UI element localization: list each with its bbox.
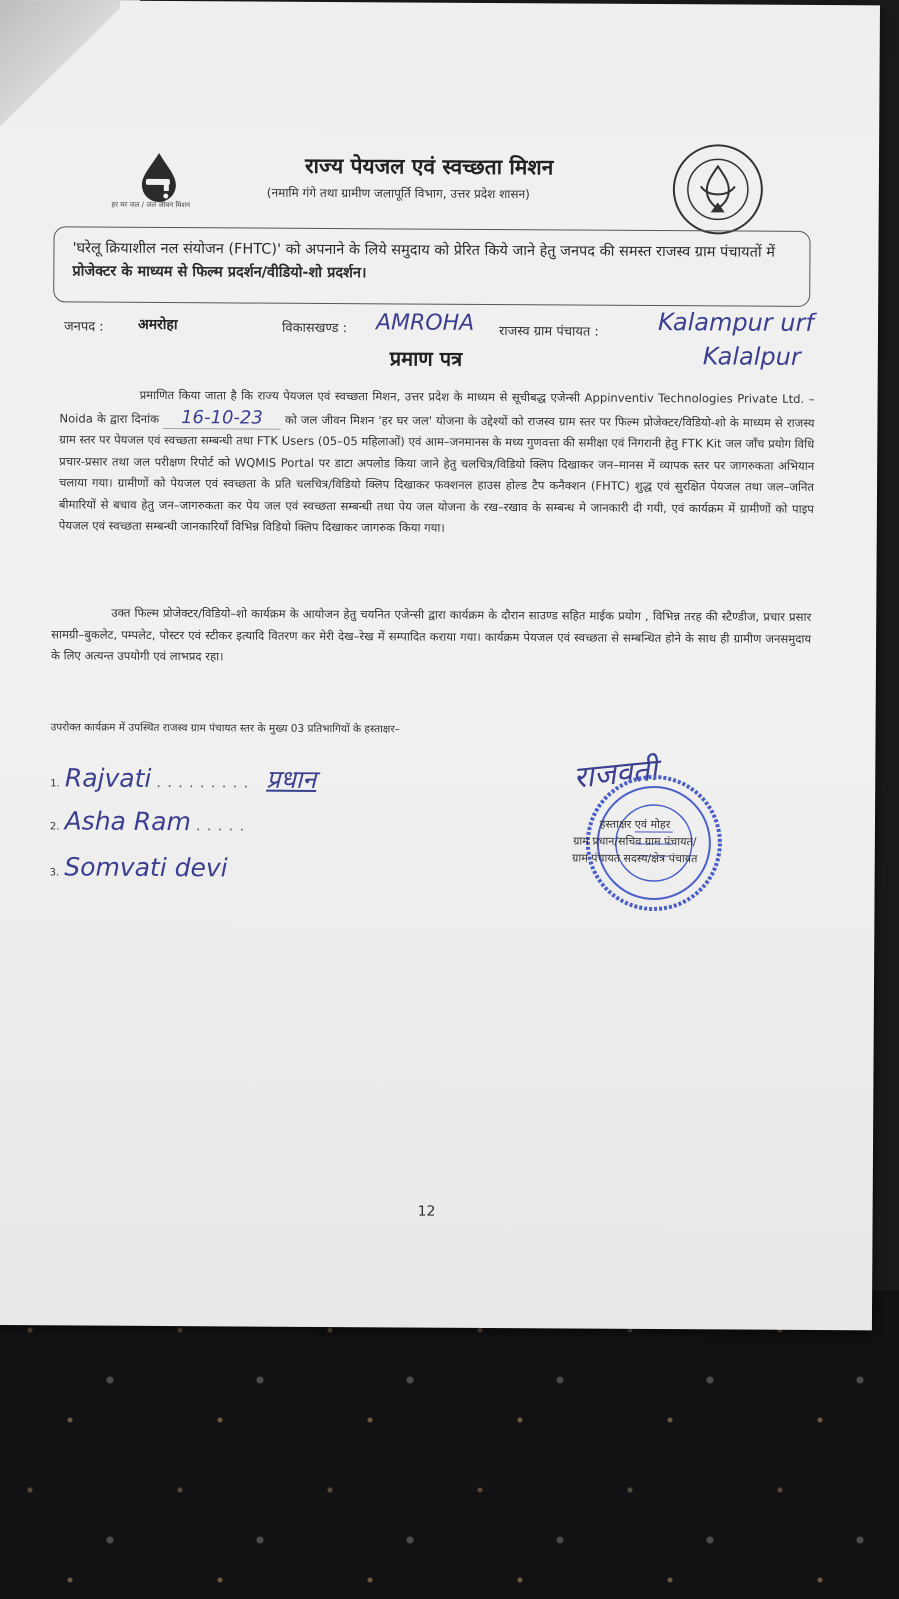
panchayat-value-line2: Kalalpur xyxy=(702,342,801,371)
paragraph-1-start: प्रमाणित किया जाता है कि राज्य पेयजल एवं स्वच्छता मिशन, उत्तर प्रदेश के माध्यम से सूचीबद्ध एजेन्सी Appinventiv Technologies Private Ltd. – Noida के द्वारा दिनांक xyxy=(59,387,815,426)
signatory-caption xyxy=(530,815,740,867)
signatory-line-1: हस्ताक्षर एवं मोहर xyxy=(599,817,671,832)
notice-text-bold: प्रोजेक्टर के माध्यम से फिल्म प्रदर्शन/वीडियो-शो प्रदर्शन। xyxy=(72,263,367,282)
participant-signature: Somvati devi xyxy=(64,852,228,883)
organization-subtitle: (नमामि गंगे तथा ग्रामीण जलापूर्ति विभाग, उत्तर प्रदेश शासन) xyxy=(266,185,530,202)
water-drop-tap-icon xyxy=(134,151,184,221)
certificate-paragraph-1 xyxy=(59,384,815,541)
pradhan-signature: राजवती xyxy=(571,752,659,796)
participant-row-1 xyxy=(50,760,316,796)
district-label: जनपद : xyxy=(63,319,104,335)
notice-box xyxy=(53,226,810,307)
certificate-title: प्रमाण पत्र xyxy=(389,346,463,371)
participant-role: प्रधान xyxy=(266,764,317,794)
participant-row-3 xyxy=(50,852,228,882)
notice-text xyxy=(72,237,792,287)
signature-dotted-line: . . . . . . . . . xyxy=(156,774,250,792)
participant-row-2 xyxy=(50,806,245,836)
certificate-paragraph-2: उक्त फिल्म प्रोजेक्टर/विडियो–शो कार्यक्रम के आयोजन हेतु चयनित एजेन्सी द्वारा कार्यक्रम के दौरान साउण्ड सहित माईक प्रयोग , विभिन्न तरह की स्टैण्डीज, प्रचार प्रसार सामग्री–बुकलेट, पम्पलेट, पोस्टर एवं स्टीकर इत्यादि वितरण कर मेरी देख–रेख में सम्पादित कराया गया। कार्यक्रम पेयजल एवं स्वच्छता से सम्बन्धित होने के साथ ही ग्रामीण जनसमुदाय के लिए अत्यन्त उपयोगी एवं लाभप्रद रहा। xyxy=(50,605,812,664)
signatory-line-3: ग्राम पंचायत सदस्य/क्षेत्र पंचायत xyxy=(572,851,698,866)
participant-number: 3. xyxy=(49,867,60,879)
participant-number: 1. xyxy=(50,778,60,790)
floor-background xyxy=(0,1290,899,1599)
organization-title: राज्य पेयजल एवं स्वच्छता मिशन xyxy=(304,153,554,180)
program-date: 16-10-23 xyxy=(163,407,281,430)
page-number: 12 xyxy=(417,1203,436,1220)
participant-signature: Asha Ram xyxy=(64,806,192,837)
participants-heading: उपरोक्त कार्यक्रम में उपस्थित राजस्व ग्राम पंचायत स्तर के मुख्य 03 प्रतिभागियों के हस्ताक्षर– xyxy=(50,721,400,736)
signatory-line-2: ग्राम प्रधान/सचिव ग्राम पंचायत/ xyxy=(573,834,697,849)
block-label: विकासखण्ड : xyxy=(281,320,348,337)
block-value: AMROHA xyxy=(375,310,475,336)
paragraph-1-rest: को जल जीवन मिशन 'हर घर जल' योजना के उद्देश्यों को राजस्व ग्राम स्तर पर फिल्म प्रोजेक्टर/विडियो-शो के माध्यम से राजस्य ग्राम स्तर पर पेयजल एवं स्वच्छता सम्बन्धी तथा FTK Users (05–05 महिलाओं) एवं आम–जनमानस के मध्य गुणवत्ता की समीक्षा एवं निगरानी हेतु FTK Kit जल जाँच प्रयोग विधि प्रचार-प्रसार तथा जल परीक्षण रिपोर्ट को WQMIS Portal पर डाटा अपलोड किया जाने हेतु चलचित्र/विडियो क्लिप दिखाकर जन–मानस में व्यापक स्तर पर जागरुकता अभियान चलाया गया। ग्रामीणों को पेयजल एवं स्वच्छता के प्रति चलचित्र/विडियो क्लिप दिखाकर फक्शनल हाउस होल्ड टैप कनैक्शन (FHTC) शुद्ध एवं सुरक्षित पेयजल तथा जल–जनित बीमारियों से बचाव हेतु जन–जागरुकता कर पेय जल एवं स्वच्छता सम्बन्धी तथा पेय जल योजना के रख–रखाव के सम्बन्ध मे जानकारी दी गयी, एवं कार्यक्रम में ग्रामीणों को पाइप पेयजल एवं स्वच्छता सम्बन्धी जानकारियाँ विभिन्न विडियो क्लिप दिखाकर जागरुक किया गया। xyxy=(58,412,815,535)
signature-dotted-line: . . . . . xyxy=(195,818,246,835)
participant-signature: Rajvati xyxy=(64,763,152,793)
participant-number: 2. xyxy=(49,821,60,833)
uttar-pradesh-emblem-icon xyxy=(671,142,766,237)
panchayat-label: राजस्व ग्राम पंचायत : xyxy=(498,324,599,340)
notice-text-normal: 'घरेलू क्रियाशील नल संयोजन (FHTC)' को अपनाने के लिये समुदाय को प्रेरित किये जाने हेतु जनपद की समस्त राजस्व ग्राम पंचायतों में xyxy=(72,240,775,261)
logo-caption: हर घर जल / जल जीवन मिशन xyxy=(111,200,191,210)
district-value: अमरोहा xyxy=(137,316,178,334)
page-fold-shadow xyxy=(0,0,120,161)
panchayat-value-line1: Kalampur urf xyxy=(657,308,814,337)
